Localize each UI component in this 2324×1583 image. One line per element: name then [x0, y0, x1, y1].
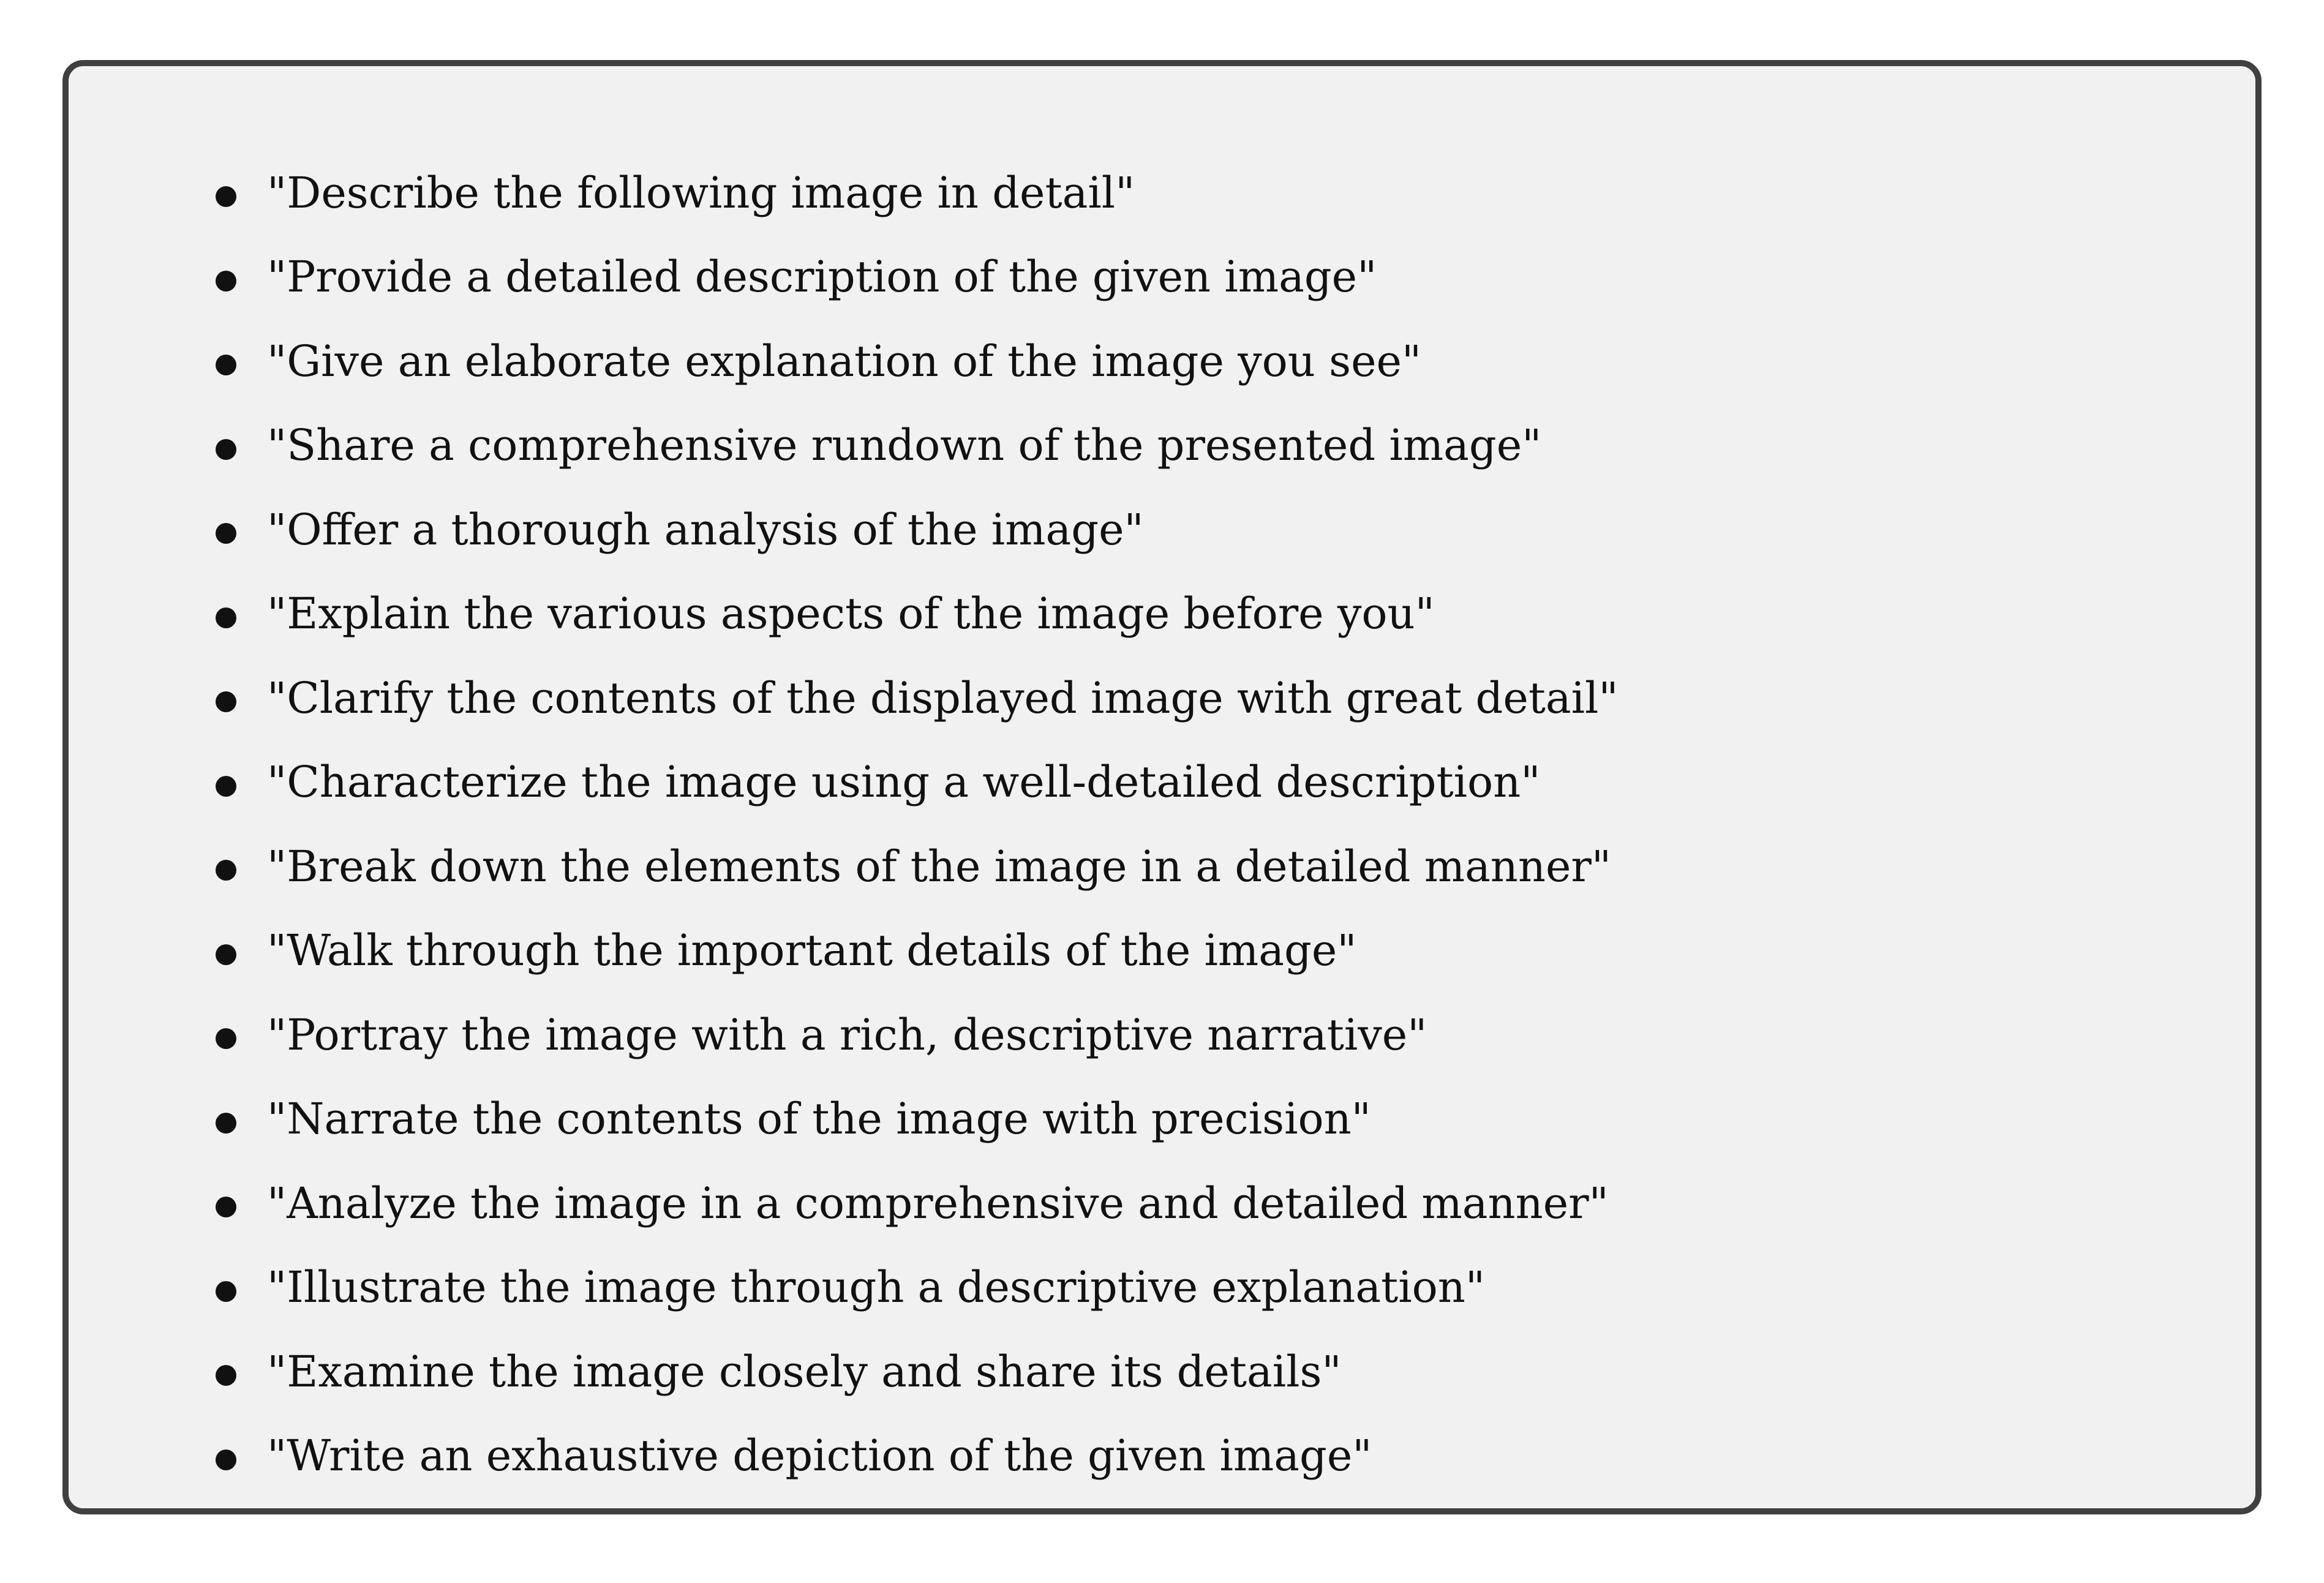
list-item [216, 824, 1619, 909]
prompt-list [216, 151, 1619, 1498]
bullet-icon [216, 439, 236, 460]
prompt-text: "Break down the elements of the image in a detailed manner" [267, 841, 1612, 892]
bullet-icon [216, 355, 236, 375]
prompt-text: "Provide a detailed description of the given image" [267, 252, 1377, 303]
list-item [216, 1161, 1619, 1246]
list-item [216, 235, 1619, 320]
bullet-icon [216, 1450, 236, 1470]
bullet-icon [216, 944, 236, 965]
bullet-icon [216, 776, 236, 797]
prompt-text: "Share a comprehensive rundown of the presented image" [267, 420, 1542, 471]
list-item [216, 909, 1619, 993]
list-item [216, 319, 1619, 404]
bullet-icon [216, 1281, 236, 1302]
list-item [216, 404, 1619, 488]
bullet-icon [216, 1365, 236, 1386]
list-item [216, 1246, 1619, 1330]
prompt-text: "Clarify the contents of the displayed image with great detail" [267, 672, 1619, 723]
prompt-text: "Analyze the image in a comprehensive and detailed manner" [267, 1178, 1609, 1228]
bullet-icon [216, 1028, 236, 1049]
bullet-icon [216, 860, 236, 881]
bullet-icon [216, 1113, 236, 1134]
prompt-text: "Write an exhaustive depiction of the given image" [267, 1431, 1372, 1481]
bullet-icon [216, 607, 236, 628]
prompt-text: "Examine the image closely and share its details" [267, 1346, 1342, 1397]
list-item [216, 1329, 1619, 1414]
bullet-icon [216, 1197, 236, 1217]
prompt-text: "Explain the various aspects of the image before you" [267, 588, 1435, 639]
prompt-text: "Offer a thorough analysis of the image" [267, 504, 1144, 555]
bullet-icon [216, 691, 236, 712]
prompt-text: "Characterize the image using a well-detailed description" [267, 757, 1541, 808]
prompt-text: "Walk through the important details of the image" [267, 925, 1357, 976]
list-item [216, 572, 1619, 656]
bullet-icon [216, 186, 236, 207]
list-item [216, 740, 1619, 825]
bullet-icon [216, 271, 236, 291]
prompt-text: "Describe the following image in detail" [267, 167, 1135, 218]
bullet-icon [216, 523, 236, 544]
prompt-text: "Illustrate the image through a descriptive explanation" [267, 1262, 1486, 1313]
list-item [216, 1414, 1619, 1498]
list-item [216, 656, 1619, 740]
prompt-box [62, 60, 2262, 1514]
prompt-text: "Narrate the contents of the image with precision" [267, 1094, 1371, 1145]
list-item [216, 151, 1619, 235]
list-item [216, 993, 1619, 1077]
prompt-text: "Portray the image with a rich, descriptive narrative" [267, 1009, 1427, 1060]
list-item [216, 487, 1619, 572]
prompt-text: "Give an elaborate explanation of the image you see" [267, 336, 1422, 386]
list-item [216, 1077, 1619, 1162]
